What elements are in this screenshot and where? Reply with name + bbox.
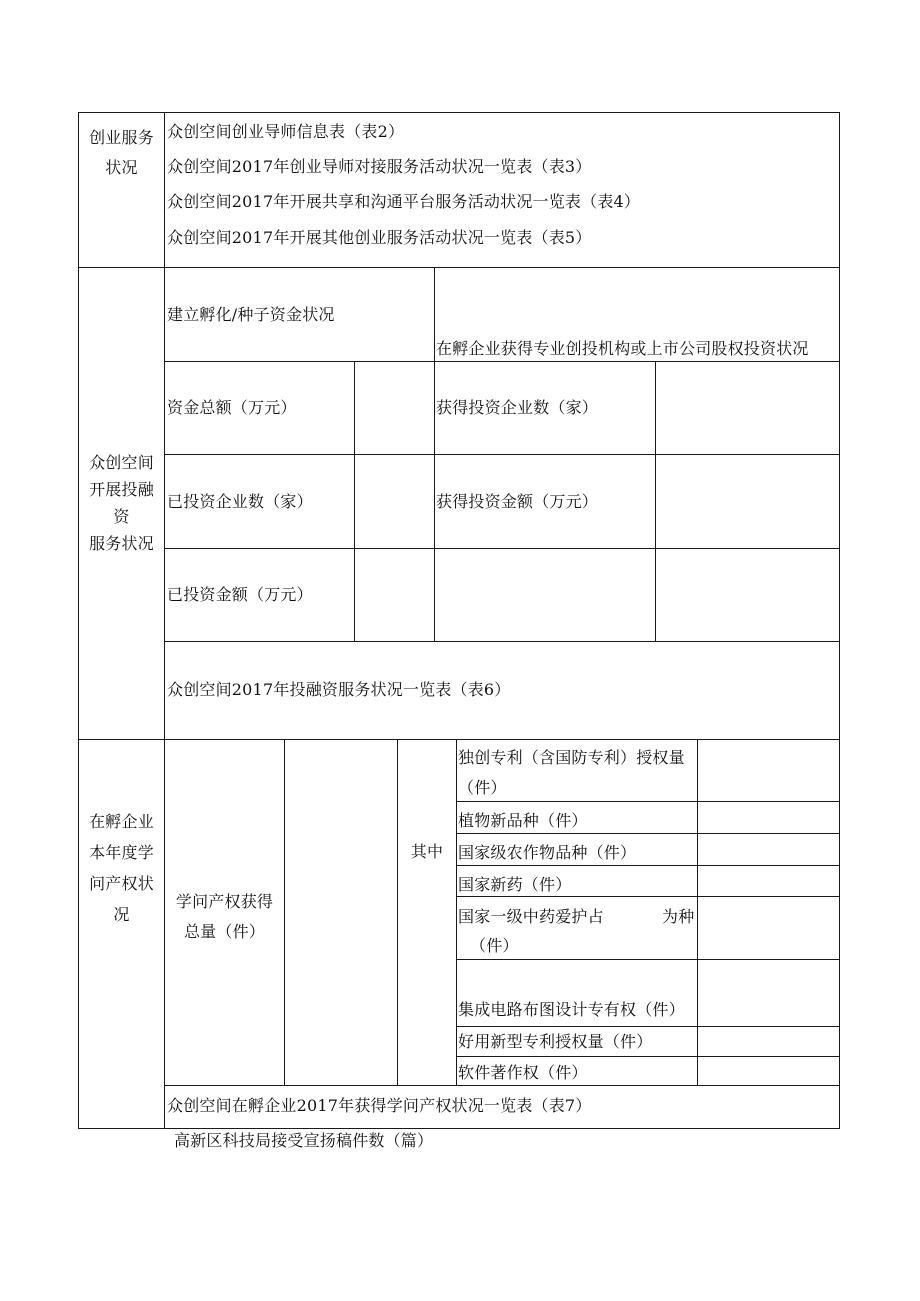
column-divider — [284, 739, 285, 1085]
section-header-ip-status: 在孵企业 本年度学 问产权状 况 — [89, 812, 154, 924]
ip-item-utility: 好用新型专利授权量（件） — [458, 1032, 653, 1051]
total-fund-label: 资金总额（万元） — [167, 398, 297, 417]
column-divider — [697, 739, 698, 1085]
ip-item-tcm-unit: （件） — [470, 936, 519, 955]
row-divider — [165, 361, 840, 362]
row-divider — [456, 896, 840, 897]
ip-item-tcm-suffix: 为种 — [662, 907, 695, 926]
row-divider — [456, 959, 840, 960]
section-header-financing-services: 众创空间 开展投融 资 服务状况 — [89, 453, 154, 553]
table-ref-item: 众创空间2017年开展其他创业服务活动状况一览表（表5） — [167, 228, 592, 247]
table-ref-item: 众创空间创业导师信息表（表2） — [167, 122, 405, 141]
row-divider — [456, 801, 840, 802]
ip-item-crop: 国家级农作物品种（件） — [458, 843, 637, 862]
row-divider — [78, 739, 840, 740]
invested-amount-label: 已投资金额（万元） — [167, 585, 313, 604]
ip-item-ic: 集成电路布图设计专有权（件） — [458, 1000, 685, 1019]
table-ref-item: 众创空间2017年开展共享和沟通平台服务活动状况一览表（表4） — [167, 192, 641, 211]
ip-item-drug: 国家新药（件） — [458, 875, 572, 894]
table-border-top — [78, 112, 840, 113]
column-divider — [655, 361, 656, 642]
row-divider — [165, 641, 840, 642]
column-divider — [434, 267, 435, 642]
table-border-right — [839, 112, 840, 1129]
row-divider — [78, 267, 840, 268]
row-divider — [456, 833, 840, 834]
row-divider — [456, 1056, 840, 1057]
ip-item-plant: 植物新品种（件） — [458, 811, 588, 830]
table-ref-item: 众创空间2017年创业导师对接服务活动状况一览表（表3） — [167, 157, 592, 176]
got-count-label: 获得投资企业数（家） — [436, 398, 599, 417]
column-divider — [354, 361, 355, 642]
table-ref-item: 众创空间在孵企业2017年获得学问产权状况一览表（表7） — [167, 1096, 592, 1115]
got-amount-label: 获得投资金额（万元） — [436, 492, 599, 511]
footer-text: 高新区科技局接受宣扬稿件数（篇） — [174, 1131, 434, 1150]
row-divider — [456, 1026, 840, 1027]
section-header-startup-services: 创业服务 状况 — [89, 128, 154, 177]
ip-item-tcm: 国家一级中药爱护占 — [458, 907, 604, 926]
ip-total-label: 学问产权获得 总量（件） — [175, 892, 274, 941]
ip-item-patent-unit: （件） — [458, 778, 507, 797]
column-divider — [456, 739, 457, 1085]
ip-item-patent: 独创专利（含国防专利）授权量 — [458, 748, 685, 767]
row-divider — [165, 1085, 840, 1086]
fund-label: 建立孵化/种子资金状况 — [167, 305, 335, 324]
table-ref-item: 众创空间2017年投融资服务状况一览表（表6） — [167, 680, 511, 699]
equity-label: 在孵企业获得专业创投机构或上市公司股权投资状况 — [436, 339, 809, 358]
row-divider — [456, 865, 840, 866]
row-divider — [165, 548, 840, 549]
column-divider — [164, 112, 165, 1129]
table-border-bottom — [78, 1128, 840, 1129]
table-border-left — [78, 112, 79, 1129]
column-divider — [397, 739, 398, 1085]
row-divider — [165, 454, 840, 455]
invested-count-label: 已投资企业数（家） — [167, 492, 313, 511]
ip-item-software: 软件著作权（件） — [458, 1063, 588, 1082]
among-label: 其中 — [410, 842, 444, 861]
